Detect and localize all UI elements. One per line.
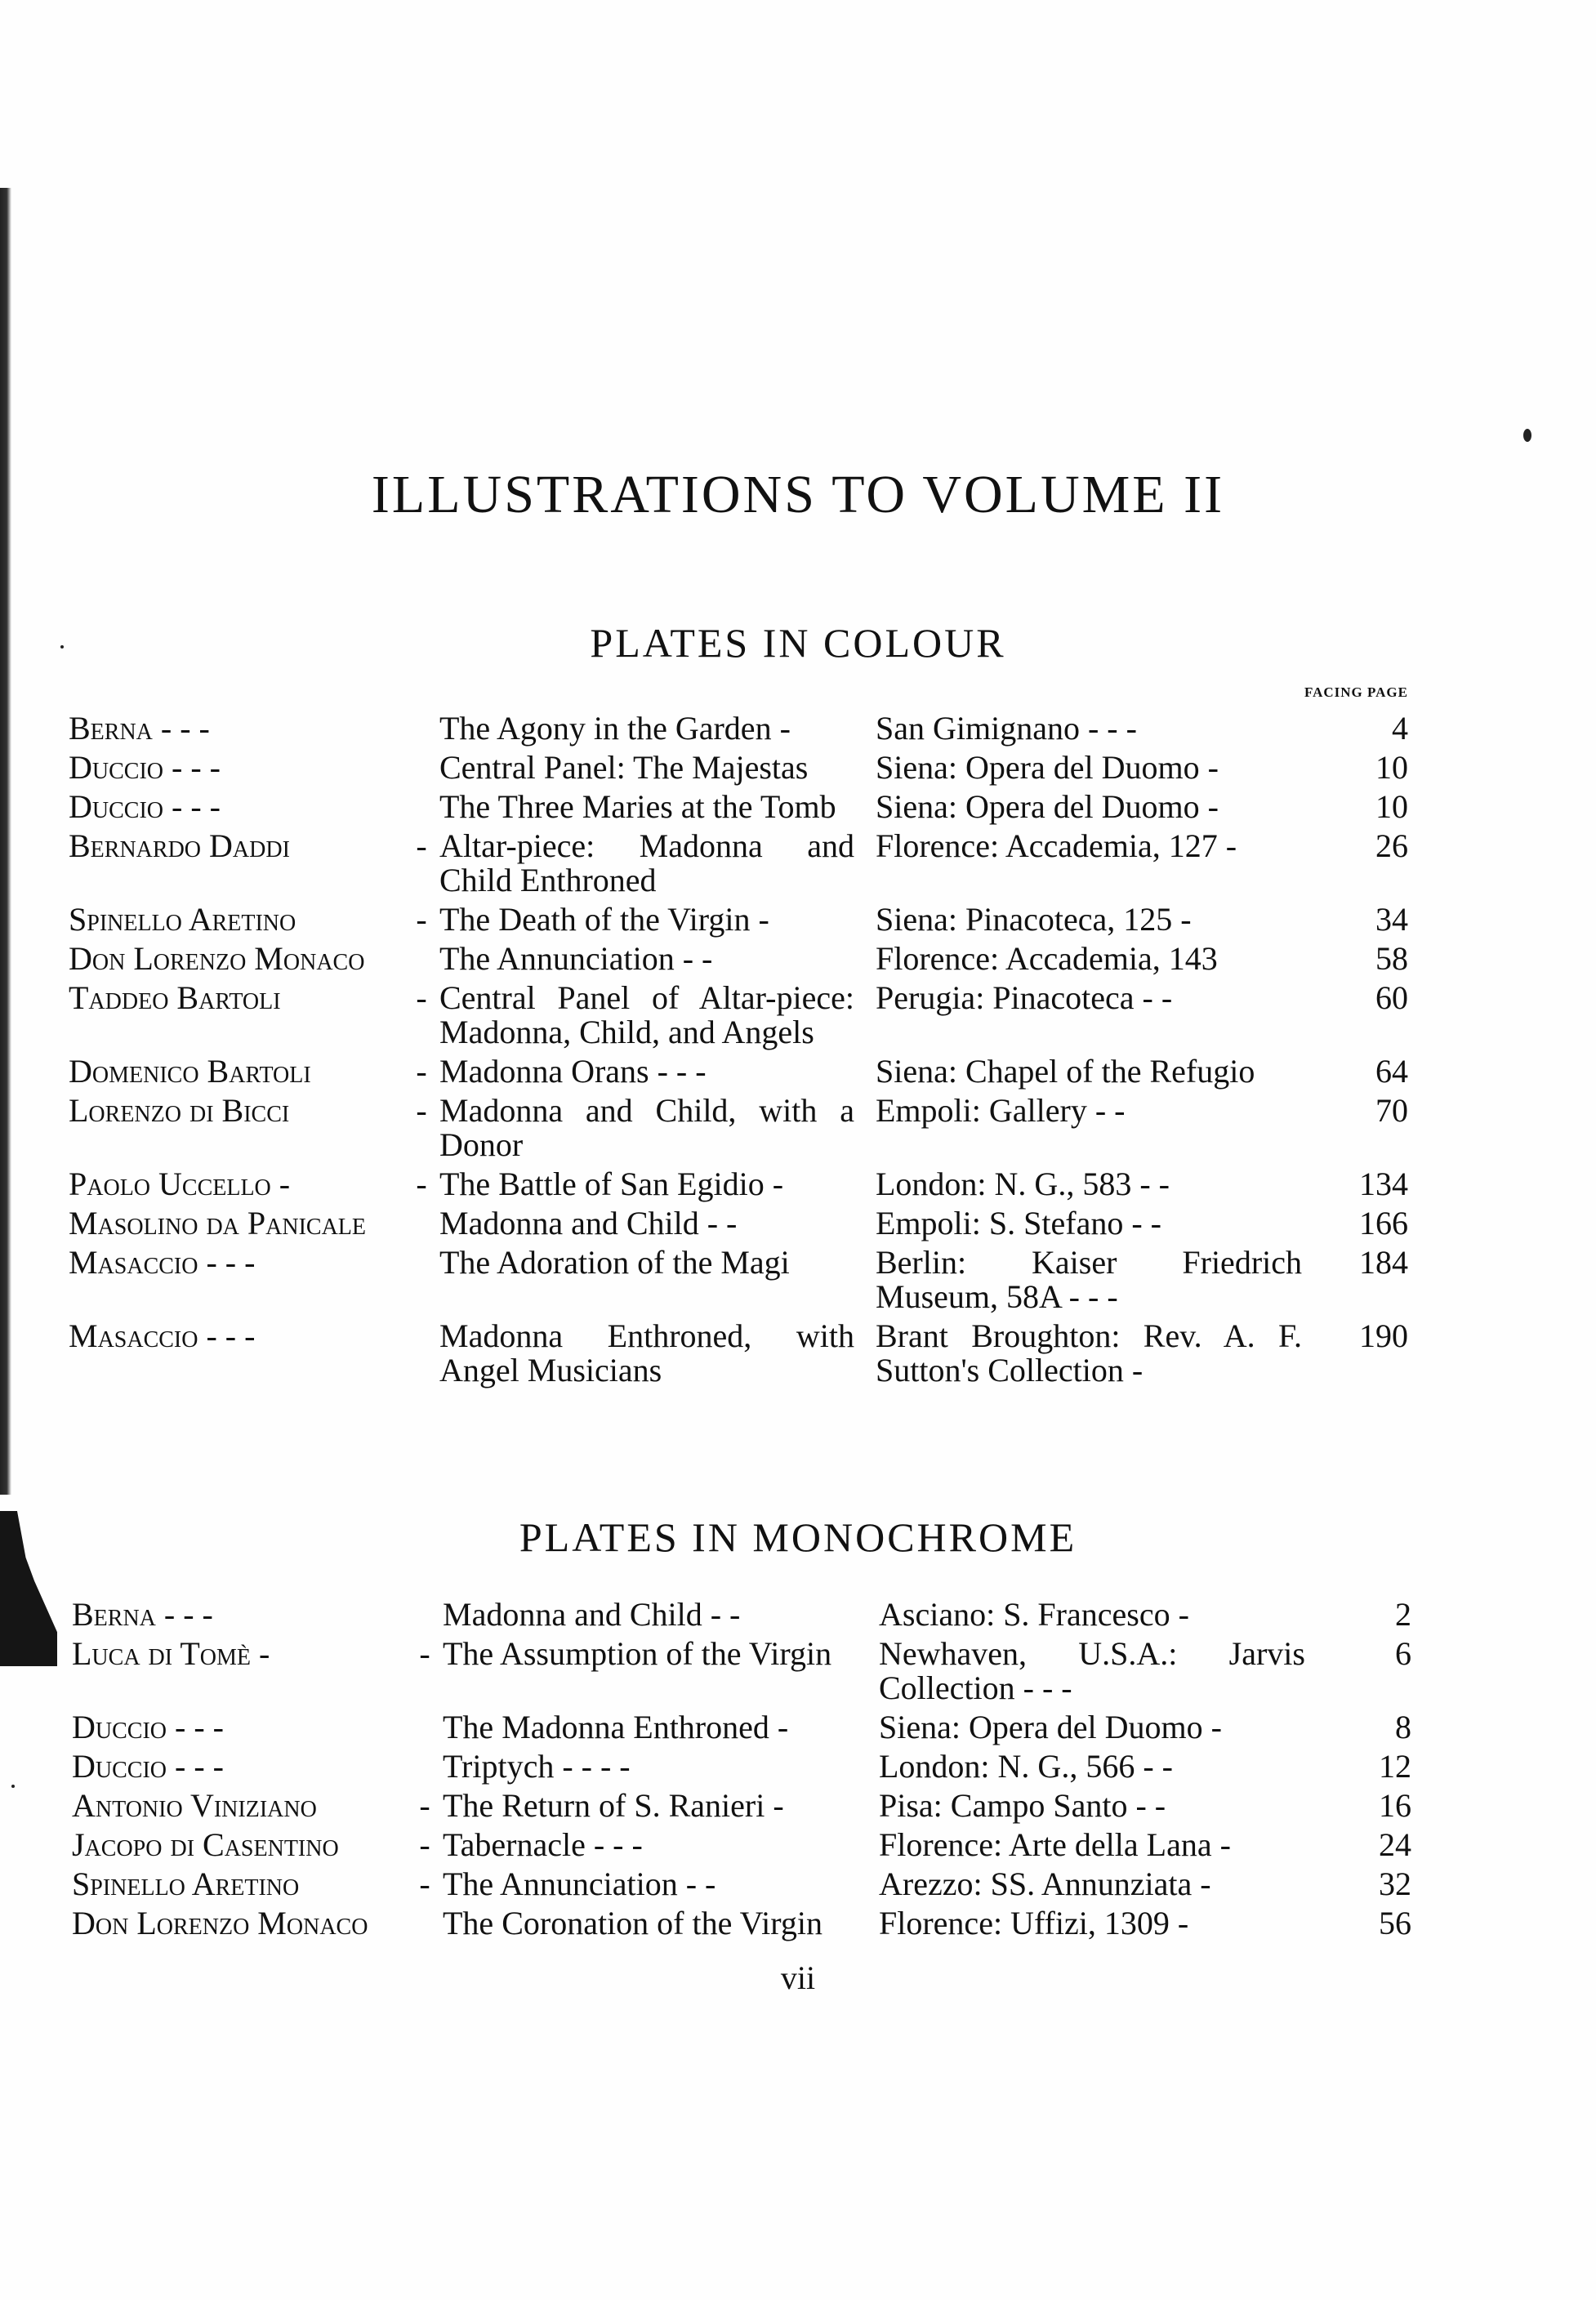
plate-subject: Central Panel of Altar-piece: Madonna, Child, and Angels	[439, 979, 854, 1050]
leader-dash	[403, 937, 439, 976]
plate-location: Florence: Uffizi, 1309 -	[879, 1905, 1189, 1941]
plate-location: Perugia: Pinacoteca - -	[876, 979, 1173, 1016]
plate-subject: The Death of the Virgin -	[439, 901, 769, 938]
column-gap	[854, 706, 876, 746]
column-gap	[854, 898, 876, 937]
artist-name: Berna - - -	[69, 710, 210, 747]
plate-location: Siena: Opera del Duomo -	[879, 1709, 1222, 1745]
plate-location: Newhaven, U.S.A.: Jarvis Collection - - -	[879, 1635, 1305, 1706]
plate-location: Florence: Accademia, 127 -	[876, 827, 1237, 864]
table-row	[69, 1089, 1408, 1162]
plate-subject: The Adoration of the Magi	[439, 1244, 790, 1281]
facing-page-number: 4	[1392, 710, 1408, 747]
plate-subject: Central Panel: The Majestas	[439, 749, 809, 786]
leader-dash: -	[419, 1826, 430, 1863]
column-gap	[858, 1862, 879, 1901]
artist-name: Duccio - - -	[69, 788, 221, 825]
plate-subject: Madonna and Child, with a Donor	[439, 1092, 854, 1163]
leader-dash	[407, 1705, 443, 1745]
column-gap	[854, 1089, 876, 1162]
plate-subject: Madonna and Child - -	[439, 1205, 738, 1241]
artist-name: Spinello Aretino	[69, 901, 296, 938]
table-row	[72, 1862, 1411, 1901]
facing-page-number: 12	[1379, 1748, 1411, 1785]
table-row	[69, 1050, 1408, 1089]
column-gap	[858, 1784, 879, 1823]
table-row	[72, 1705, 1411, 1745]
table-row	[69, 976, 1408, 1050]
facing-page-number: 8	[1395, 1709, 1411, 1745]
plate-location: Berlin: Kaiser Friedrich Museum, 58A - - -	[876, 1244, 1302, 1315]
leader-dash	[403, 1201, 439, 1241]
leader-dash: -	[416, 979, 427, 1016]
plate-subject: Altar-piece: Madonna and Child Enthroned	[439, 827, 854, 898]
artist-name: Bernardo Daddi	[69, 827, 290, 864]
facing-page-number: 2	[1395, 1596, 1411, 1633]
table-row	[69, 746, 1408, 785]
facing-page-number: 32	[1379, 1865, 1411, 1902]
leader-dash	[403, 706, 439, 746]
artist-name: Spinello Aretino	[72, 1865, 300, 1902]
column-gap	[854, 1050, 876, 1089]
artist-name: Don Lorenzo Monaco	[69, 940, 365, 977]
monochrome-plates-table	[72, 1593, 1411, 1941]
artist-name: Duccio - - -	[72, 1709, 224, 1745]
plate-location: San Gimignano - - -	[876, 710, 1137, 747]
artist-name: Antonio Viniziano	[72, 1787, 317, 1824]
facing-page-number: 134	[1359, 1166, 1408, 1202]
column-gap	[854, 1162, 876, 1201]
plate-location: Siena: Chapel of the Refugio	[876, 1053, 1255, 1090]
artist-name: Taddeo Bartoli	[69, 979, 281, 1016]
facing-page-number: 58	[1375, 940, 1408, 977]
plate-subject: The Three Maries at the Tomb	[439, 788, 836, 825]
leader-dash	[407, 1593, 443, 1632]
artist-name: Domenico Bartoli	[69, 1053, 311, 1090]
column-gap	[854, 746, 876, 785]
leader-dash: -	[416, 827, 427, 864]
artist-name: Paolo Uccello -	[69, 1166, 291, 1202]
plate-location: London: N. G., 583 - -	[876, 1166, 1170, 1202]
table-row	[72, 1593, 1411, 1632]
table-row	[69, 824, 1408, 898]
colour-section-heading: PLATES IN COLOUR	[590, 620, 1006, 666]
plate-subject: Madonna Enthroned, with Angel Musicians	[439, 1317, 854, 1388]
plate-location: Asciano: S. Francesco -	[879, 1596, 1189, 1633]
facing-page-number: 64	[1375, 1053, 1408, 1090]
table-row	[69, 898, 1408, 937]
colour-plates-table	[69, 706, 1408, 1388]
plate-location: Siena: Pinacoteca, 125 -	[876, 901, 1192, 938]
table-row	[69, 706, 1408, 746]
facing-page-number: 6	[1395, 1635, 1411, 1672]
table-row	[69, 1314, 1408, 1388]
facing-page-number: 166	[1359, 1205, 1408, 1241]
page-edge-shadow	[0, 188, 11, 1495]
leader-dash: -	[419, 1865, 430, 1902]
column-gap	[854, 976, 876, 1050]
facing-page-number: 34	[1375, 901, 1408, 938]
plate-location: Empoli: S. Stefano - -	[876, 1205, 1161, 1241]
leader-dash	[403, 1314, 439, 1388]
plate-subject: Triptych - - - -	[443, 1748, 631, 1785]
plate-location: Siena: Opera del Duomo -	[876, 749, 1219, 786]
page-number: vii	[780, 1959, 816, 1996]
plate-subject: The Madonna Enthroned -	[443, 1709, 789, 1745]
column-gap	[858, 1823, 879, 1862]
artist-name: Luca di Tomè -	[72, 1635, 270, 1672]
table-row	[69, 785, 1408, 824]
plate-subject: The Annunciation - -	[439, 940, 713, 977]
scan-speck	[1523, 429, 1531, 442]
table-row	[72, 1632, 1411, 1705]
artist-name: Duccio - - -	[69, 749, 221, 786]
column-gap	[854, 1241, 876, 1314]
column-gap	[858, 1901, 879, 1941]
plate-subject: The Assumption of the Virgin	[443, 1635, 832, 1672]
artist-name: Masaccio - - -	[69, 1244, 256, 1281]
table-row	[69, 1162, 1408, 1201]
plate-location: Florence: Arte della Lana -	[879, 1826, 1231, 1863]
plate-subject: The Coronation of the Virgin	[443, 1905, 823, 1941]
column-gap	[854, 1201, 876, 1241]
facing-page-number: 26	[1375, 827, 1408, 864]
table-row	[69, 937, 1408, 976]
table-row	[69, 1241, 1408, 1314]
plate-subject: Madonna and Child - -	[443, 1596, 741, 1633]
leader-dash	[403, 746, 439, 785]
artist-name: Duccio - - -	[72, 1748, 224, 1785]
artist-name: Masolino da Panicale	[69, 1205, 367, 1241]
column-gap	[858, 1593, 879, 1632]
column-gap	[854, 824, 876, 898]
plate-location: Pisa: Campo Santo - -	[879, 1787, 1166, 1824]
column-gap	[858, 1745, 879, 1784]
plate-subject: The Battle of San Egidio -	[439, 1166, 784, 1202]
plate-location: Brant Broughton: Rev. A. F. Sutton's Collection -	[876, 1317, 1302, 1388]
leader-dash: -	[416, 1092, 427, 1129]
plate-location: Arezzo: SS. Annunziata -	[879, 1865, 1211, 1902]
facing-page-number: 10	[1375, 749, 1408, 786]
leader-dash	[407, 1901, 443, 1941]
monochrome-section-heading: PLATES IN MONOCHROME	[519, 1514, 1077, 1560]
artist-name: Berna - - -	[72, 1596, 213, 1633]
artist-name: Masaccio - - -	[69, 1317, 256, 1354]
facing-page-number: 56	[1379, 1905, 1411, 1941]
leader-dash	[403, 1241, 439, 1314]
artist-name: Lorenzo di Bicci	[69, 1092, 290, 1129]
facing-page-number: 184	[1359, 1244, 1408, 1281]
facing-page-number: 10	[1375, 788, 1408, 825]
facing-page-label: FACING PAGE	[1304, 684, 1408, 700]
plate-subject: Madonna Orans - - -	[439, 1053, 707, 1090]
leader-dash: -	[419, 1635, 430, 1672]
plate-subject: The Agony in the Garden -	[439, 710, 791, 747]
leader-dash	[403, 785, 439, 824]
plate-location: Florence: Accademia, 143	[876, 940, 1218, 977]
facing-page-number: 16	[1379, 1787, 1411, 1824]
facing-page-number: 190	[1359, 1317, 1408, 1354]
table-row	[72, 1901, 1411, 1941]
leader-dash: -	[416, 1053, 427, 1090]
facing-page-number: 70	[1375, 1092, 1408, 1129]
plate-location: Siena: Opera del Duomo -	[876, 788, 1219, 825]
scan-speck	[11, 1785, 15, 1788]
plate-location: London: N. G., 566 - -	[879, 1748, 1173, 1785]
table-row	[72, 1823, 1411, 1862]
plate-subject: The Annunciation - -	[443, 1865, 716, 1902]
leader-dash: -	[416, 901, 427, 938]
column-gap	[854, 785, 876, 824]
artist-name: Jacopo di Casentino	[72, 1826, 339, 1863]
table-row	[72, 1784, 1411, 1823]
plate-location: Empoli: Gallery - -	[876, 1092, 1126, 1129]
column-gap	[854, 937, 876, 976]
facing-page-number: 24	[1379, 1826, 1411, 1863]
plate-subject: The Return of S. Ranieri -	[443, 1787, 784, 1824]
column-gap	[854, 1314, 876, 1388]
column-gap	[858, 1632, 879, 1705]
leader-dash: -	[419, 1787, 430, 1824]
artist-name: Don Lorenzo Monaco	[72, 1905, 368, 1941]
facing-page-number: 60	[1375, 979, 1408, 1016]
leader-dash: -	[416, 1166, 427, 1202]
leader-dash	[407, 1745, 443, 1784]
plate-subject: Tabernacle - - -	[443, 1826, 643, 1863]
table-row	[72, 1745, 1411, 1784]
table-row	[69, 1201, 1408, 1241]
page-title: ILLUSTRATIONS TO VOLUME II	[371, 465, 1225, 524]
column-gap	[858, 1705, 879, 1745]
